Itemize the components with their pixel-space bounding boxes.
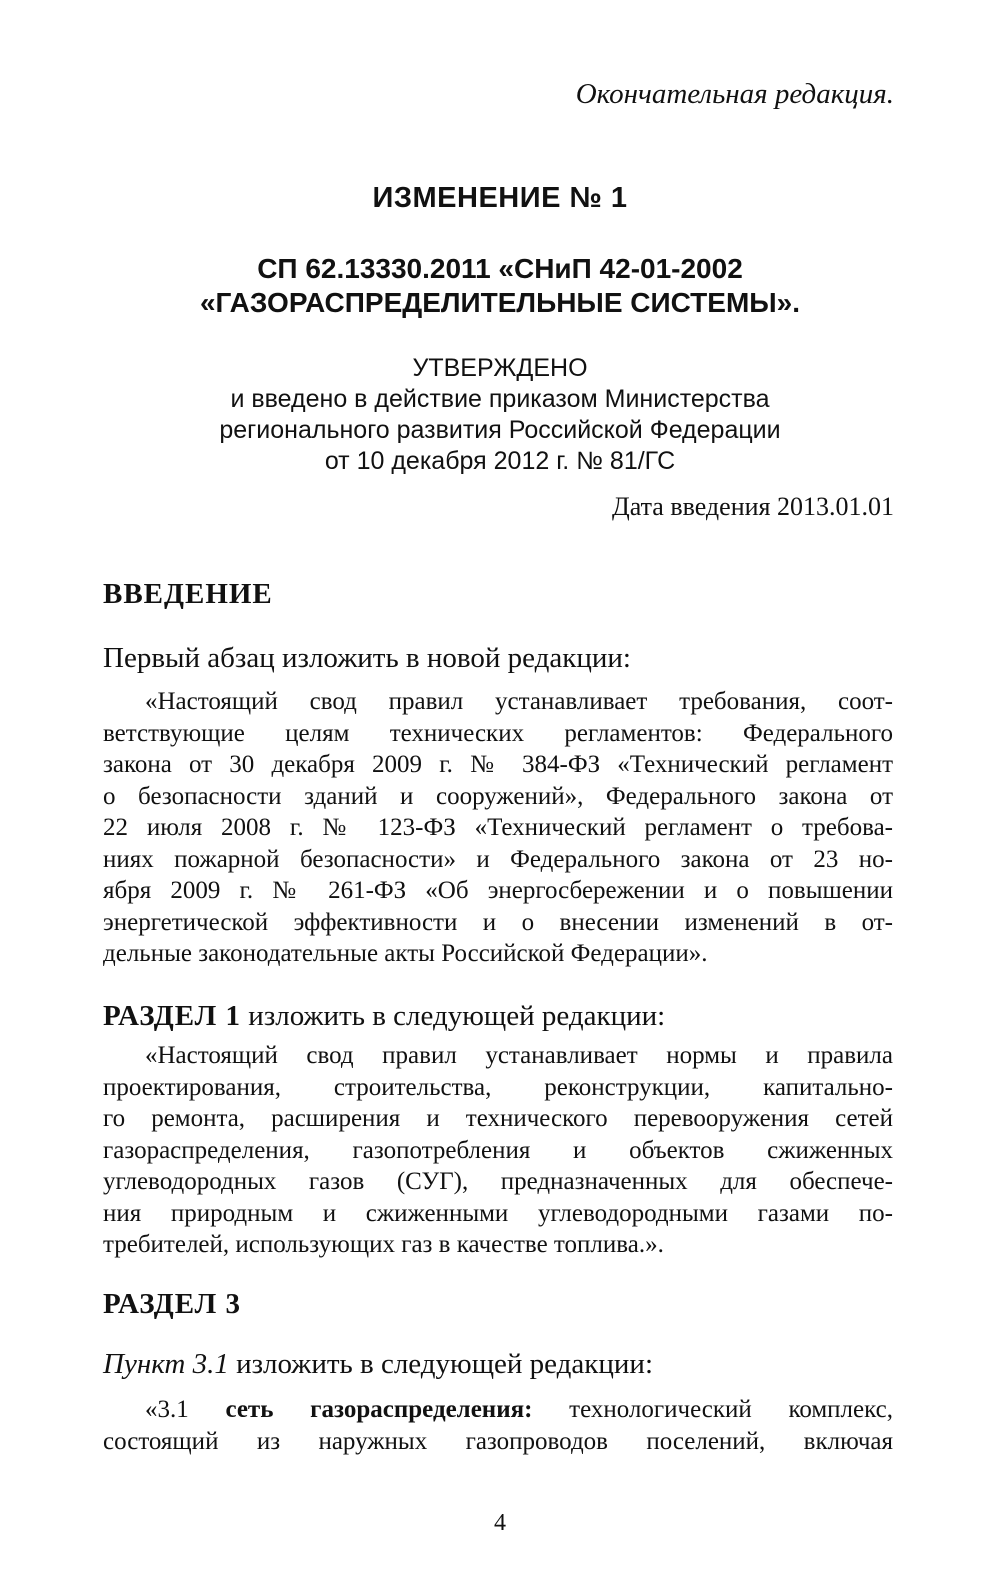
intro-heading: ВВЕДЕНИЕ [103, 578, 273, 610]
section3-item-label: Пункт 3.1 [103, 1348, 229, 1380]
paragraph-line: дельные законодательные акты Российской Федерации». [103, 940, 708, 967]
paragraph-line: ниях пожарной безопасности» и Федерального закона от 23 но- [103, 845, 893, 873]
paragraph-line: требителей, использующих газ в качестве топлива.». [103, 1231, 664, 1258]
section1-label: РАЗДЕЛ 1 [103, 1000, 242, 1032]
paragraph-line: энергетической эффективности и о внесении изменений в от- [103, 908, 893, 936]
section3-instruction [103, 1348, 903, 1381]
section1-instruction [103, 1000, 903, 1033]
code-title-line: СП 62.13330.2011 «СНиП 42-01-2002 [257, 253, 743, 284]
paragraph-line: го ремонта, расширения и технического перевооружения сетей [103, 1105, 893, 1132]
section3-heading: РАЗДЕЛ 3 [103, 1288, 242, 1320]
definition-text: технологический комплекс, [532, 1396, 894, 1423]
paragraph-line: ветствующие целям технических регламентов: Федерального [103, 719, 893, 747]
approval-line: УТВЕРЖДЕНО [412, 354, 588, 382]
page-number: 4 [494, 1510, 506, 1536]
section3-instruction-text: изложить в следующей редакции: [228, 1348, 653, 1380]
item-number: «3.1 [145, 1396, 226, 1423]
code-title [0, 252, 1000, 320]
section1-paragraph [103, 1040, 893, 1261]
code-title-line: «ГАЗОРАСПРЕДЕЛИТЕЛЬНЫЕ СИСТЕМЫ». [199, 287, 801, 318]
paragraph-line: состоящий из наружных газопроводов поселений, включая [103, 1427, 893, 1455]
paragraph-line: газораспределения, газопотребления и объектов сжиженных [103, 1136, 893, 1164]
change-title: ИЗМЕНЕНИЕ № 1 [372, 182, 628, 214]
paragraph-line: «Настоящий свод правил устанавливает нормы и правила [145, 1042, 893, 1069]
paragraph-line: «Настоящий свод правил устанавливает требования, соот- [145, 688, 893, 715]
section1-instruction-text: изложить в следующей редакции: [241, 1000, 666, 1032]
edition-status: Окончательная редакция. [575, 78, 894, 110]
intro-paragraph [103, 686, 893, 970]
paragraph-line: проектирования, строительства, реконструкции, капитально- [103, 1073, 893, 1101]
paragraph-line: углеводородных газов (СУГ), предназначенных для обеспече- [103, 1168, 893, 1195]
approval-line: регионального развития Российской Федерации [219, 416, 781, 444]
paragraph-line: закона от 30 декабря 2009 г. № 384-ФЗ «Технический регламент [103, 751, 893, 778]
paragraph-line: ния природным и сжиженными углеводородными газами по- [103, 1199, 893, 1227]
paragraph-line: 22 июля 2008 г. № 123-ФЗ «Технический регламент о требова- [103, 814, 893, 841]
section3-paragraph [103, 1394, 893, 1457]
introduction-date: Дата введения 2013.01.01 [612, 492, 894, 521]
approval-line: и введено в действие приказом Министерства [230, 385, 770, 413]
intro-instruction: Первый абзац изложить в новой редакции: [103, 642, 631, 674]
defined-term: сеть газораспределения: [225, 1396, 533, 1423]
approval-block [0, 353, 1000, 477]
paragraph-line [103, 1394, 893, 1426]
approval-line: от 10 декабря 2012 г. № 81/ГС [324, 447, 676, 475]
paragraph-line: о безопасности зданий и сооружений», Федерального закона от [103, 782, 893, 810]
paragraph-line: ября 2009 г. № 261-ФЗ «Об энергосбережении и о повышении [103, 877, 893, 904]
